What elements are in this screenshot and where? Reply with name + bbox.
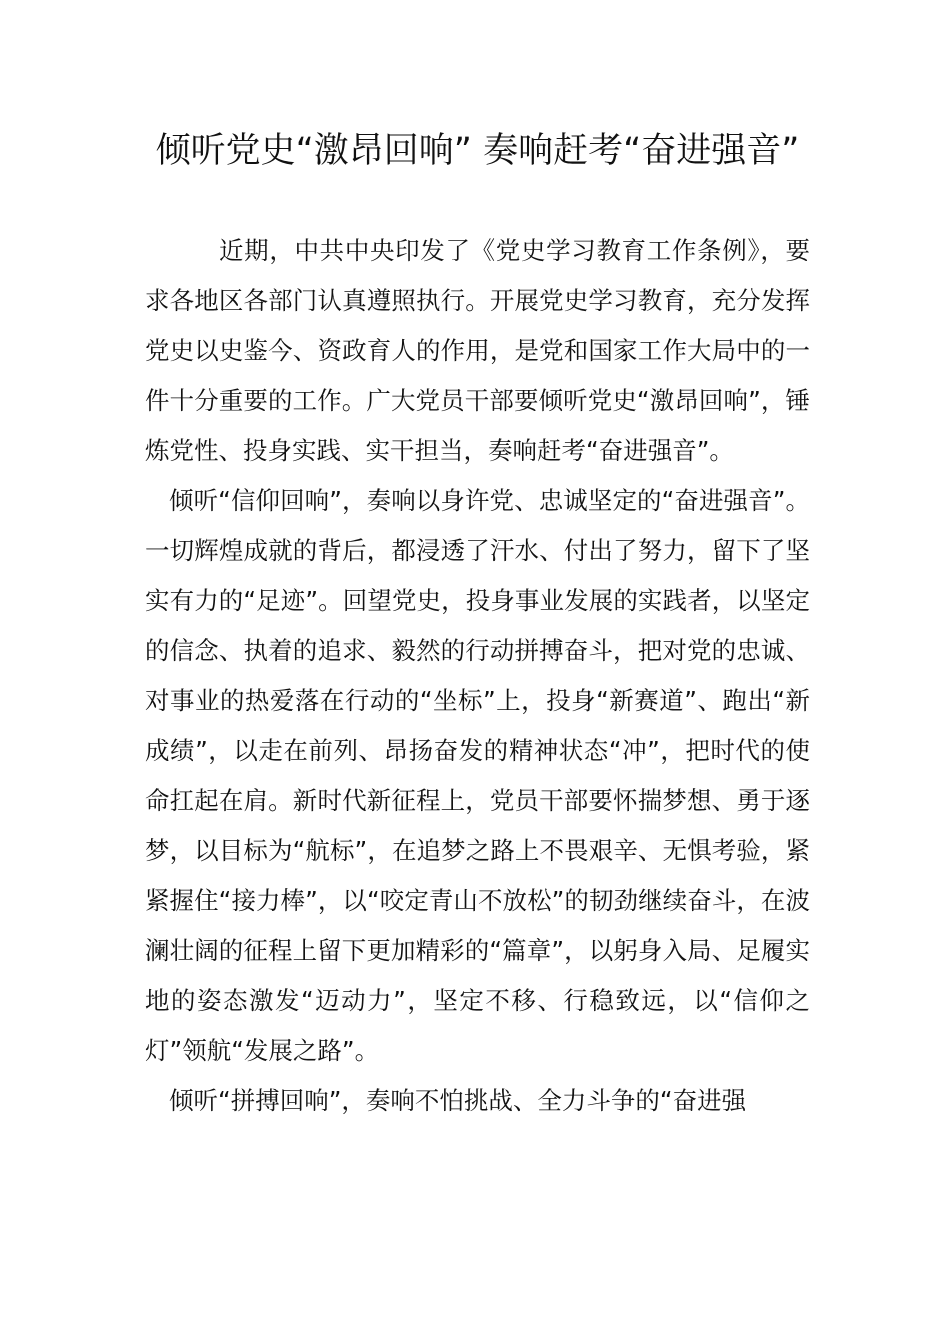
paragraph-struggle-echo: 倾听“拼搏回响”，奏响不怕挑战、全力斗争的“奋进强 (169, 1086, 747, 1115)
document-body (145, 226, 810, 1126)
paragraph-intro: 近期，中共中央印发了《党史学习教育工作条例》，要求各地区各部门认真遵照执行。开展党史学习教育，充分发挥党史以史鉴今、资政育人的作用，是党和国家工作大局中的一件十分重要的工作。广大党员干部要倾听党史“激昂回响”，锤炼党性、投身实践、实干担当，奏响赶考“奋进强音”。 (145, 236, 810, 465)
document-title: 倾听党史“激昂回响” 奏响赶考“奋进强音” (155, 131, 800, 171)
paragraph-faith-echo: 倾听“信仰回响”，奏响以身许党、忠诚坚定的“奋进强音”。一切辉煌成就的背后，都浸透了汗水、付出了努力，留下了坚实有力的“足迹”。回望党史，投身事业发展的实践者，以坚定的信念、执着的追求、毅然的行动拼搏奋斗，把对党的忠诚、对事业的热爱落在行动的“坐标”上，投身“新赛道”、跑出“新成绩”，以走在前列、昂扬奋发的精神状态“冲”，把时代的使命扛起在肩。新时代新征程上，党员干部要怀揣梦想、勇于逐梦，以目标为“航标”，在追梦之路上不畏艰辛、无惧考验，紧紧握住“接力棒”，以“咬定青山不放松”的韧劲继续奋斗，在波澜壮阔的征程上留下更加精彩的“篇章”，以躬身入局、足履实地的姿态激发“迈动力”，坚定不移、行稳致远，以“信仰之灯”领航“发展之路”。 (145, 486, 810, 1065)
